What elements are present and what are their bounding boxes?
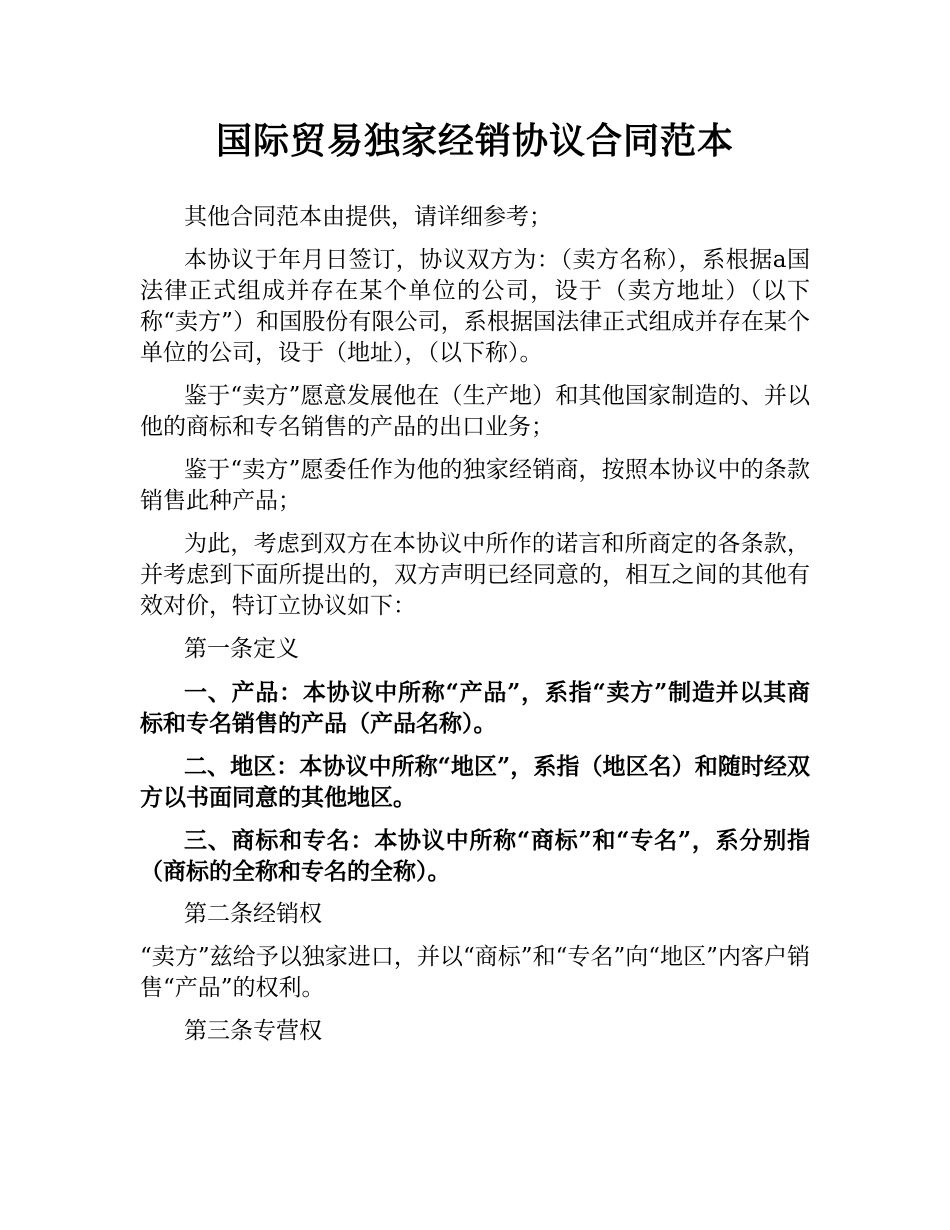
definition-territory: 二、地区：本协议中所称“地区”，系指（地区名）和随时经双方以书面同意的其他地区。 xyxy=(140,753,810,811)
document-title: 国际贸易独家经销协议合同范本 xyxy=(215,121,734,162)
definition-product: 一、产品：本协议中所称“产品”，系指“卖方”制造并以其商标和专名销售的产品（产品名称）。 xyxy=(140,679,810,737)
distribution-right-paragraph: “卖方”兹给予以独家进口，并以“商标”和“专名”向“地区”内客户销售“产品”的权利。 xyxy=(140,944,810,1001)
recital-paragraph-2: 鉴于“卖方”愿委任作为他的独家经销商，按照本协议中的条款销售此种产品； xyxy=(140,457,810,514)
article-2-heading: 第二条经销权 xyxy=(184,901,322,927)
recital-paragraph-1: 鉴于“卖方”愿意发展他在（生产地）和其他国家制造的、并以他的商标和专名销售的产品的出口业务； xyxy=(140,383,810,440)
consideration-paragraph: 为此，考虑到双方在本协议中所作的诺言和所商定的各条款，并考虑到下面所提出的，双方声明已经同意的，相互之间的其他有效对价，特订立协议如下： xyxy=(140,531,810,619)
intro-paragraph: 其他合同范本由提供，请详细参考； xyxy=(184,204,552,230)
definition-trademark: 三、商标和专名：本协议中所称“商标”和“专名”，系分别指（商标的全称和专名的全称）。 xyxy=(140,827,810,885)
article-3-heading: 第三条专营权 xyxy=(184,1018,322,1044)
article-1-heading: 第一条定义 xyxy=(184,636,299,662)
parties-paragraph: 本协议于年月日签订，协议双方为：（卖方名称），系根据a国法律正式组成并存在某个单位的公司，设于（卖方地址）（以下称“卖方”）和国股份有限公司，系根据国法律正式组成并存在某个单位的公司，设于（地址），（以下称）。 xyxy=(140,247,810,366)
